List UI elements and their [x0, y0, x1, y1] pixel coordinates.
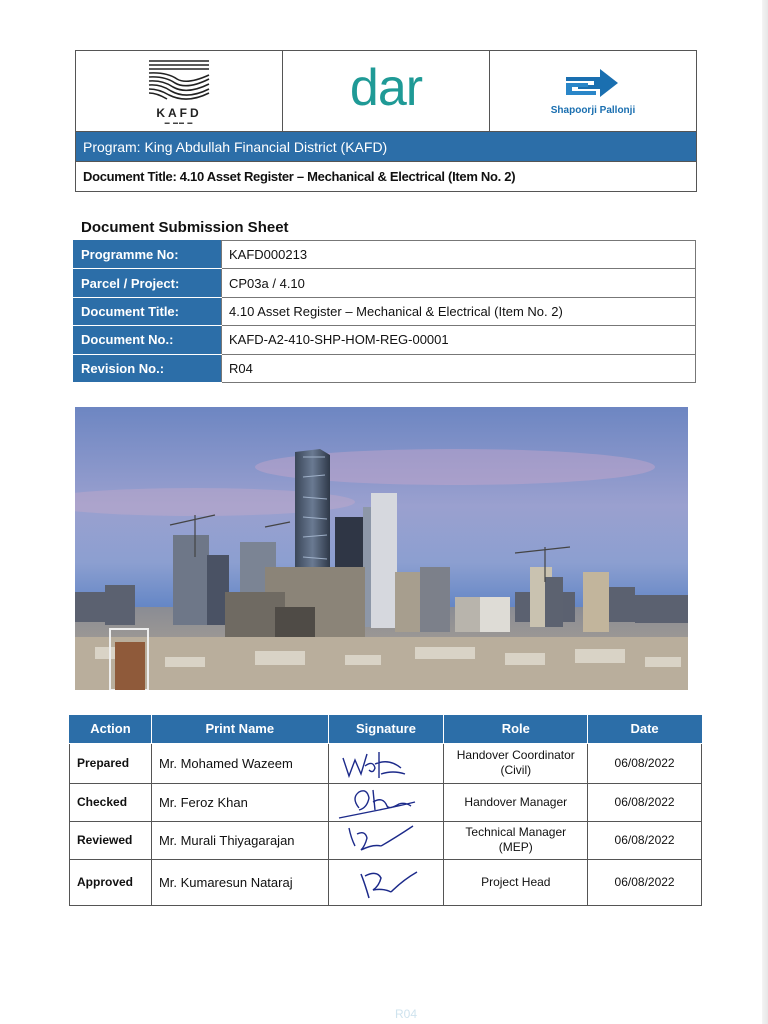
- date-cell: 06/08/2022: [588, 783, 702, 821]
- signature-reviewed-icon: [329, 822, 445, 860]
- action-cell: Checked: [70, 783, 152, 821]
- table-row: [70, 743, 702, 783]
- logo-row: [76, 51, 696, 132]
- dar-logo: dar: [349, 59, 423, 117]
- info-row-revision: [74, 354, 696, 382]
- signature-prepared-icon: [329, 744, 445, 784]
- header-print-name: Print Name: [151, 715, 328, 743]
- sp-wordmark: Shapoorji Pallonji: [550, 104, 636, 116]
- signature-cell: [328, 821, 444, 859]
- info-value: KAFD000213: [222, 241, 696, 269]
- submission-sheet-heading: Document Submission Sheet: [81, 219, 289, 236]
- info-label: Revision No.:: [74, 354, 222, 382]
- info-label: Programme No:: [74, 241, 222, 269]
- info-row-programme: [74, 241, 696, 269]
- role-cell: Technical Manager (MEP): [444, 821, 588, 859]
- signature-cell: [328, 859, 444, 905]
- role-cell: Handover Manager: [444, 783, 588, 821]
- kafd-wave-icon: [147, 57, 211, 105]
- role-cell: Project Head: [444, 859, 588, 905]
- shapoorji-pallonji-logo: [551, 67, 635, 116]
- header-signature: Signature: [328, 715, 444, 743]
- signature-table-header: [70, 715, 702, 743]
- document-header: [75, 50, 697, 192]
- info-value: CP03a / 4.10: [222, 269, 696, 297]
- action-cell: Prepared: [70, 743, 152, 783]
- info-label: Parcel / Project:: [74, 269, 222, 297]
- print-name-cell: Mr. Murali Thiyagarajan: [151, 821, 328, 859]
- submission-info-table: [73, 240, 696, 383]
- date-cell: 06/08/2022: [588, 743, 702, 783]
- kafd-wordmark: KAFD: [156, 105, 202, 120]
- print-name-cell: Mr. Kumaresun Nataraj: [151, 859, 328, 905]
- date-cell: 06/08/2022: [588, 821, 702, 859]
- table-row: [70, 821, 702, 859]
- action-cell: Reviewed: [70, 821, 152, 859]
- kafd-logo: [147, 57, 211, 126]
- header-role: Role: [444, 715, 588, 743]
- sp-logo-cell: [490, 51, 696, 131]
- kafd-skyline-photo: [75, 407, 688, 690]
- signature-approved-icon: [329, 860, 445, 906]
- header-date: Date: [588, 715, 702, 743]
- signature-checked-icon: [329, 784, 445, 822]
- signature-cell: [328, 783, 444, 821]
- info-value: KAFD-A2-410-SHP-HOM-REG-00001: [222, 326, 696, 354]
- footer-revision: R04: [395, 1007, 418, 1021]
- dar-logo-cell: [283, 51, 490, 131]
- table-row: [70, 783, 702, 821]
- print-name-cell: Mr. Mohamed Wazeem: [151, 743, 328, 783]
- sp-monogram-icon: [560, 67, 626, 103]
- info-row-document-no: [74, 326, 696, 354]
- skyline-illustration: [75, 407, 688, 690]
- info-row-parcel: [74, 269, 696, 297]
- action-cell: Approved: [70, 859, 152, 905]
- print-name-cell: Mr. Feroz Khan: [151, 783, 328, 821]
- signature-table: [69, 715, 702, 906]
- kafd-logo-cell: [76, 51, 283, 131]
- info-value: 4.10 Asset Register – Mechanical & Electrical (Item No. 2): [222, 297, 696, 325]
- date-cell: 06/08/2022: [588, 859, 702, 905]
- document-title: Document Title: 4.10 Asset Register – Mechanical & Electrical (Item No. 2): [83, 169, 516, 184]
- kafd-arabic-mark: ▬ ▬▬ ▬: [164, 119, 194, 126]
- info-row-title: [74, 297, 696, 325]
- role-cell: Handover Coordinator (Civil): [444, 743, 588, 783]
- table-row: [70, 859, 702, 905]
- info-label: Document Title:: [74, 297, 222, 325]
- info-label: Document No.:: [74, 326, 222, 354]
- signature-cell: [328, 743, 444, 783]
- info-value: R04: [222, 354, 696, 382]
- header-action: Action: [70, 715, 152, 743]
- page-edge: [762, 0, 768, 1024]
- program-bar: Program: King Abdullah Financial District (KAFD): [76, 132, 696, 162]
